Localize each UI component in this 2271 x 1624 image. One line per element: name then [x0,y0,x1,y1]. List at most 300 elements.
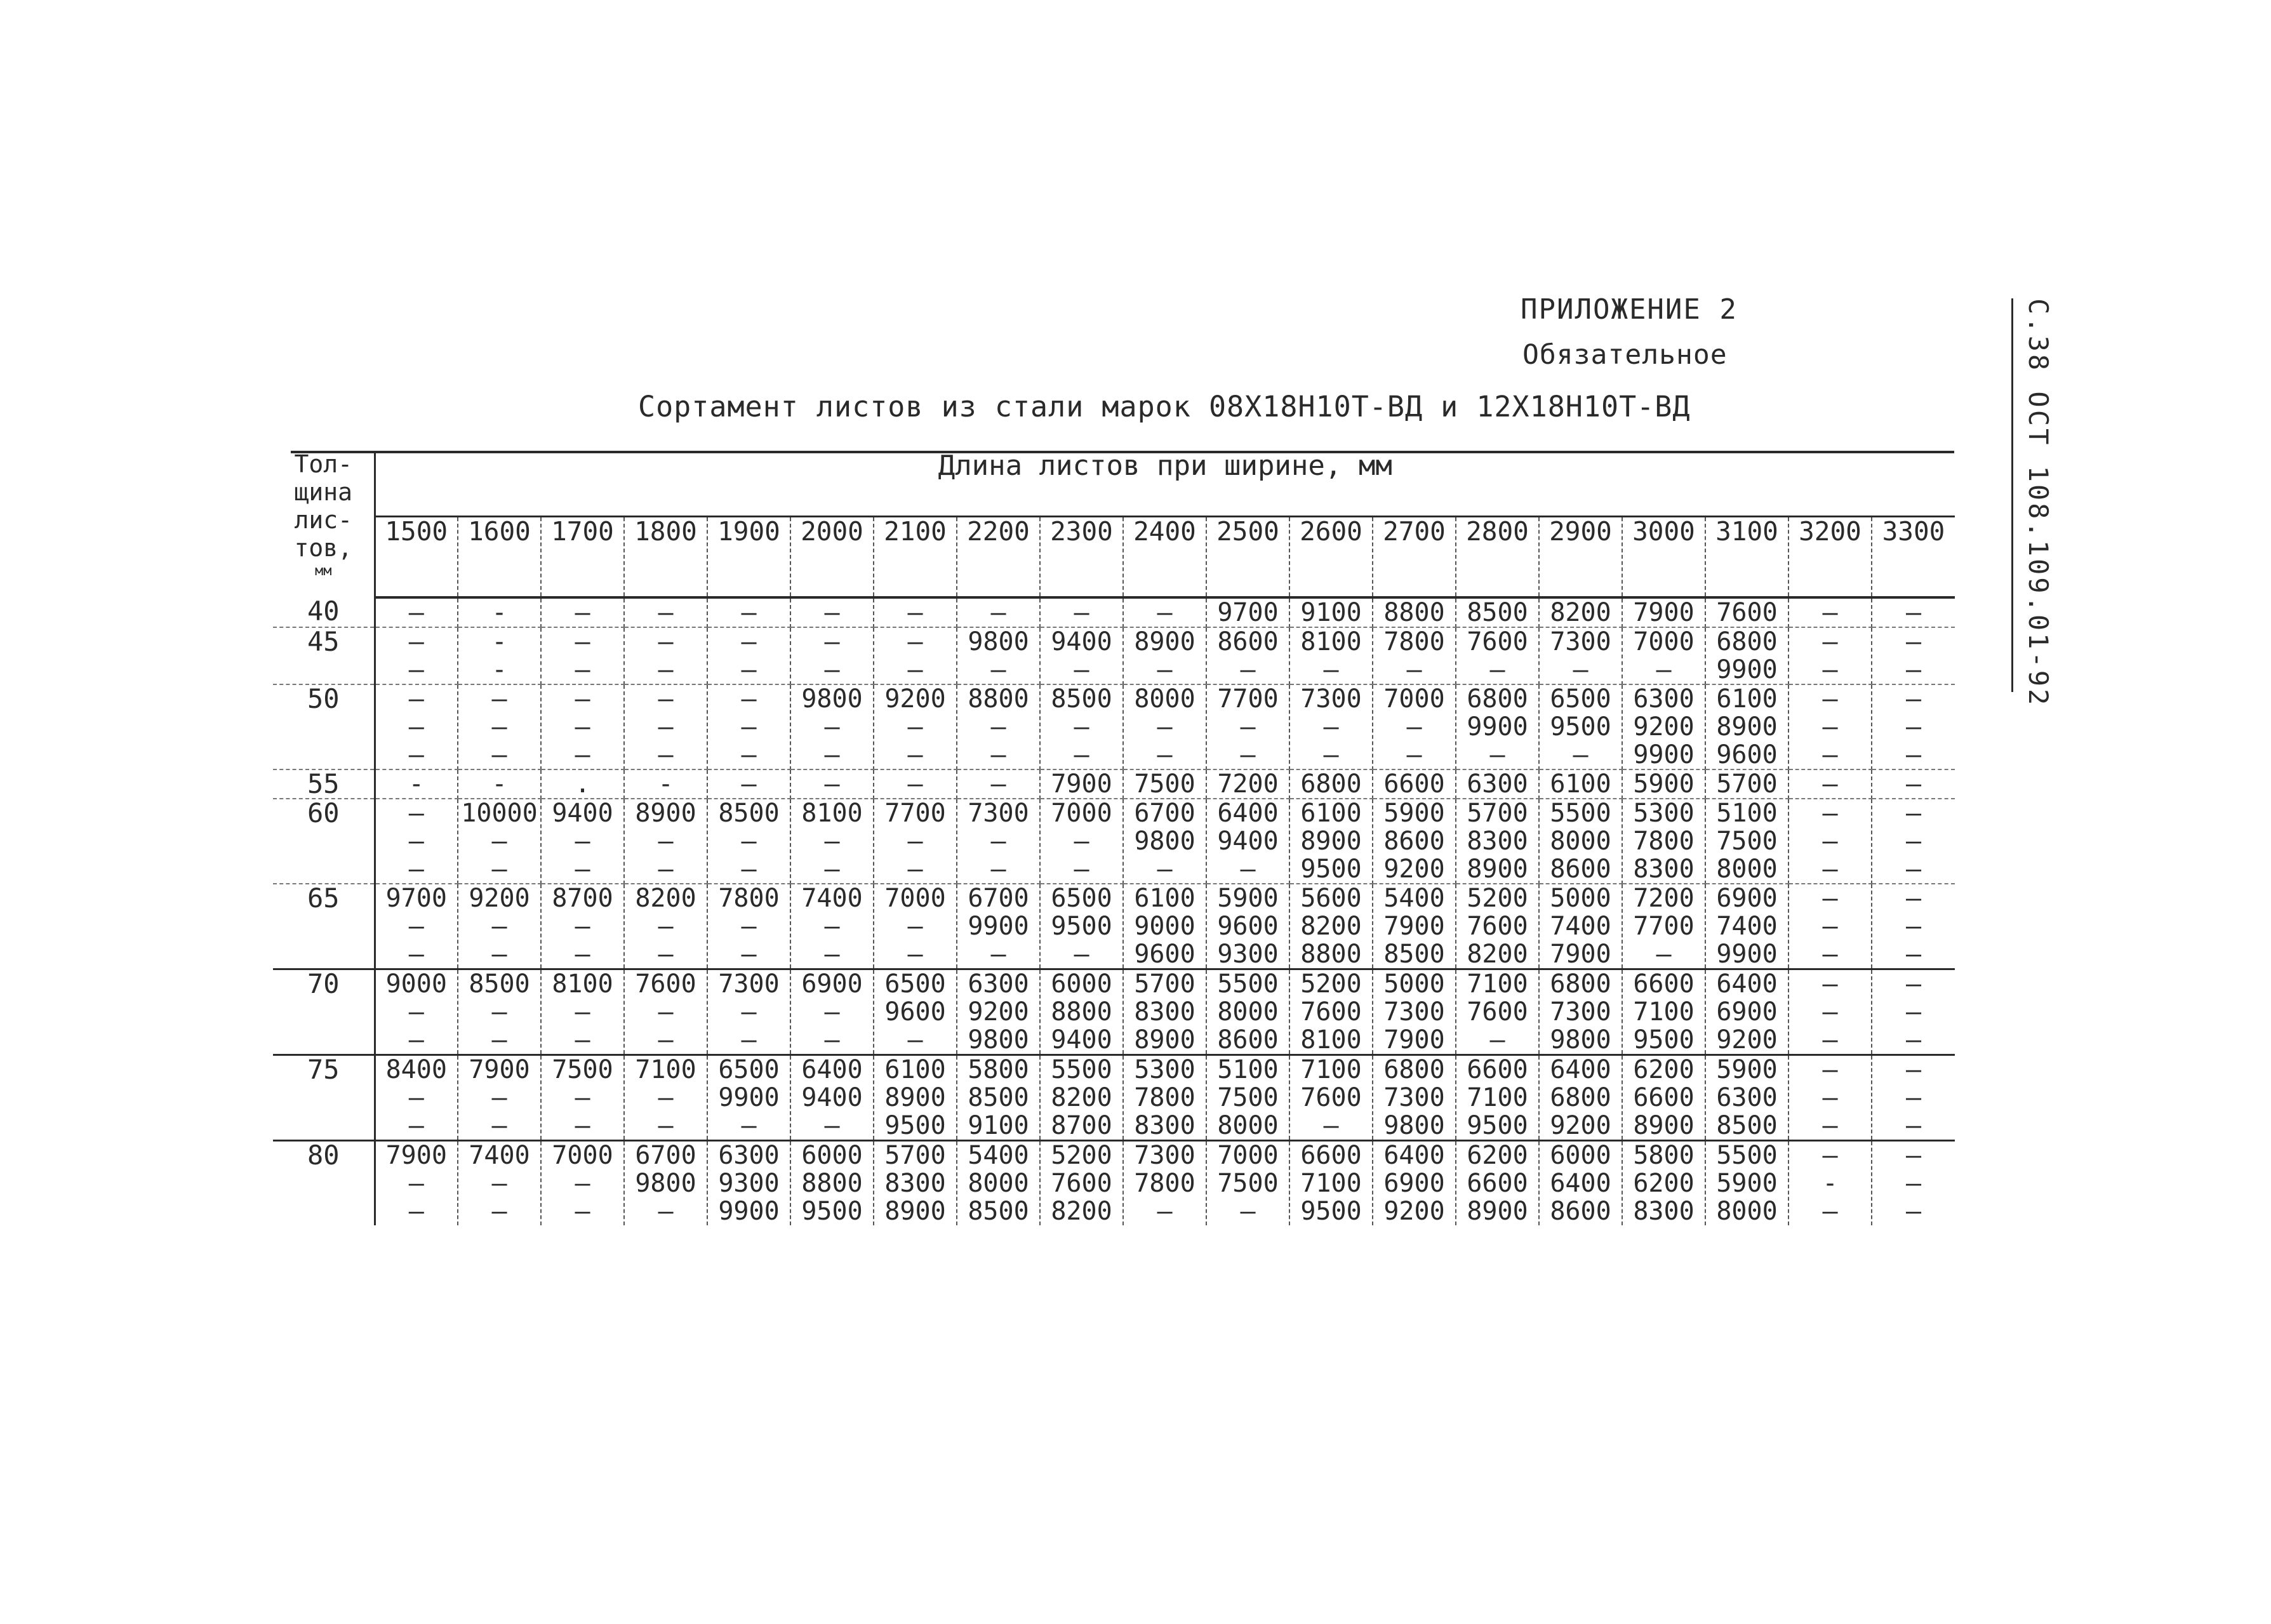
length-cell [1040,769,1123,799]
length-value: 9200 [1383,855,1445,884]
width-header-cell: 3000 [1622,517,1705,598]
length-value: 5500 [1716,1141,1778,1170]
length-value: — [824,769,840,799]
length-value: — [1822,997,1838,1027]
length-value: 9200 [1633,712,1695,742]
length-cell [1206,884,1289,969]
length-value: — [824,712,840,742]
length-value: 8300 [1633,855,1695,884]
length-cell [1289,1141,1373,1226]
length-value: 7500 [552,1055,613,1084]
length-value: 6600 [1300,1141,1362,1170]
length-value: 7800 [1383,627,1445,656]
length-value: — [1905,712,1922,742]
length-value: 7900 [1550,940,1611,969]
length-cell [957,799,1040,884]
width-header-cell: 1900 [707,517,790,598]
length-cell [1705,1055,1788,1141]
length-cell [1123,1141,1206,1226]
length-cell [541,769,624,799]
length-value: — [907,627,923,656]
length-value: 9900 [968,912,1029,941]
length-value: 5700 [884,1141,946,1170]
thickness-header-line: Тол- [294,452,352,478]
length-value: 5700 [1716,769,1778,799]
length-value: — [907,940,923,969]
length-cell [375,627,458,684]
length-value: — [575,627,590,656]
length-cell [1456,627,1539,684]
length-value: — [907,827,923,856]
length-value: 5800 [968,1055,1029,1084]
length-cell [1872,597,1955,627]
document-code: С.38 ОСТ 108.109.01-92 [2011,298,2054,692]
length-cell [707,597,790,627]
length-value: 9800 [801,684,863,714]
length-value: 9900 [718,1197,780,1225]
length-value: 7000 [884,884,946,913]
length-value: — [1905,912,1922,941]
length-value: 8900 [884,1197,946,1225]
length-value: 7600 [1300,997,1362,1027]
length-value: 9600 [1716,740,1778,769]
length-value: — [408,799,424,828]
length-value: 8500 [469,969,530,999]
length-value: 6400 [801,1055,863,1084]
length-cell [1705,799,1788,884]
length-value: 7000 [1383,684,1445,714]
length-value: 6400 [1383,1141,1445,1170]
thickness-cell: 70 [273,969,375,1055]
width-header-cell: 1500 [375,517,458,598]
length-value: — [1157,1197,1173,1225]
length-value: 5500 [1550,799,1611,828]
length-value: 9200 [1716,1025,1778,1055]
length-value: 7600 [1467,912,1528,941]
length-value: 7600 [1051,1169,1112,1198]
length-value: 8700 [552,884,613,913]
length-value: 9900 [1633,740,1695,769]
length-value: 8200 [635,884,696,913]
length-cell [1456,1141,1539,1226]
length-cell [1622,884,1705,969]
length-value: — [1240,655,1256,684]
length-value: 8300 [884,1169,946,1198]
length-value: — [575,1025,590,1055]
length-cell [1123,799,1206,884]
length-value: — [575,1169,590,1198]
length-value: — [1240,712,1256,742]
length-value: 9900 [1467,712,1528,742]
length-value: 9200 [968,997,1029,1027]
length-cell [1456,799,1539,884]
length-value: - [491,655,507,684]
length-cell [1373,627,1456,684]
length-value: 7600 [1467,997,1528,1027]
length-value: 9600 [884,997,946,1027]
length-value: — [1406,655,1422,684]
length-value: 5800 [1633,1141,1695,1170]
length-value: 7100 [1467,1083,1528,1112]
length-value: 9200 [1550,1111,1611,1140]
length-value: — [408,627,424,656]
length-value: — [575,855,590,884]
length-value: — [491,1083,507,1112]
length-value: 9600 [1134,940,1195,969]
length-cell [790,799,874,884]
length-value: 7900 [385,1141,447,1170]
length-value: 6500 [718,1055,780,1084]
length-cell [1373,684,1456,769]
length-value: — [990,655,1006,684]
length-cell [1622,684,1705,769]
length-cell [790,1055,874,1141]
length-value: — [1573,740,1588,769]
length-cell [874,1141,957,1226]
length-value: — [491,1197,507,1225]
length-cell [624,799,707,884]
length-value: 7300 [1550,627,1611,656]
length-value: — [408,997,424,1027]
length-cell [624,627,707,684]
length-cell [624,1141,707,1226]
length-cell [1456,884,1539,969]
length-value: 6400 [1217,799,1279,828]
length-value: — [907,740,923,769]
length-cell [1040,969,1123,1055]
length-value: — [741,684,757,714]
length-value: — [408,855,424,884]
length-value: 8200 [1051,1197,1112,1225]
length-cell [541,1055,624,1141]
length-cell [1539,684,1622,769]
thickness-cell: 55 [273,769,375,799]
length-value: 8200 [1467,940,1528,969]
length-cell [1872,684,1955,769]
length-value: 9900 [1716,940,1778,969]
length-value: — [1905,799,1922,828]
length-value: 5200 [1300,969,1362,999]
length-value: 7300 [968,799,1029,828]
length-value: 7700 [1633,912,1695,941]
length-cell [1373,1141,1456,1226]
length-value: 9800 [635,1169,696,1198]
length-value: — [1822,1083,1838,1112]
length-cell [1622,969,1705,1055]
length-value: — [1157,598,1173,627]
length-cell [1123,769,1206,799]
length-value: — [1905,855,1922,884]
length-value: — [408,912,424,941]
length-value: — [1074,855,1089,884]
length-value: 6200 [1633,1055,1695,1084]
length-value: — [907,1025,923,1055]
length-value: — [1822,712,1838,742]
length-value: — [1822,855,1838,884]
length-value: 7600 [1467,627,1528,656]
length-value: — [1822,1141,1838,1170]
length-cell [1705,684,1788,769]
length-value: — [408,684,424,714]
length-value: 9500 [1051,912,1112,941]
length-cell [1040,1141,1123,1226]
length-value: — [1822,884,1838,913]
length-value: — [1157,712,1173,742]
length-value: — [491,940,507,969]
length-value: 5700 [1134,969,1195,999]
length-cell [1373,1055,1456,1141]
length-cell [957,1141,1040,1226]
length-cell [1123,684,1206,769]
length-value: — [990,855,1006,884]
length-value: 5100 [1716,799,1778,828]
length-cell [957,684,1040,769]
length-value: 6300 [718,1141,780,1170]
length-cell [957,597,1040,627]
length-value: — [907,912,923,941]
length-value: 6000 [1051,969,1112,999]
length-value: 7500 [1134,769,1195,799]
length-value: 8000 [1134,684,1195,714]
length-value: — [1822,912,1838,941]
length-value: 8900 [1467,1197,1528,1225]
length-cell [1539,1141,1622,1226]
length-value: 7200 [1217,769,1279,799]
length-value: 10000 [461,799,538,828]
length-cell [541,799,624,884]
length-value: — [824,912,840,941]
length-value: — [741,655,757,684]
width-header-cell: 1700 [541,517,624,598]
length-value: — [1905,827,1922,856]
length-cell [458,684,541,769]
length-cell [375,969,458,1055]
length-value: — [741,740,757,769]
width-header-cell: 3300 [1872,517,1955,598]
length-value: — [1822,769,1838,799]
thickness-cell: 50 [273,684,375,769]
length-value: 8100 [801,799,863,828]
length-value: 9200 [469,884,530,913]
assortment-table [273,452,1955,1225]
length-cell [1622,597,1705,627]
width-header-cell: 3200 [1788,517,1872,598]
length-value: 6500 [1051,884,1112,913]
length-value: 6100 [1134,884,1195,913]
length-value: 8500 [1383,940,1445,969]
length-value: 7400 [469,1141,530,1170]
length-value: — [408,827,424,856]
length-value: 9000 [1134,912,1195,941]
length-value: — [1157,655,1173,684]
length-value: 8400 [385,1055,447,1084]
length-value: — [1905,627,1922,656]
length-value: 6100 [884,1055,946,1084]
length-value: 9100 [1300,598,1362,627]
length-cell [1456,1055,1539,1141]
length-value: 5600 [1300,884,1362,913]
length-value: — [824,655,840,684]
length-cell [1539,1055,1622,1141]
length-value: 8600 [1383,827,1445,856]
length-value: 9100 [968,1111,1029,1140]
length-value: 8100 [552,969,613,999]
width-header-cell: 1600 [458,517,541,598]
length-value: — [408,598,424,627]
thickness-header [273,452,375,597]
length-value: 7900 [1051,769,1112,799]
length-value: 5900 [1383,799,1445,828]
length-cell [1123,884,1206,969]
length-value: 6500 [884,969,946,999]
length-cell [957,769,1040,799]
length-value: 5100 [1217,1055,1279,1084]
length-cell [541,969,624,1055]
length-value: 8300 [1467,827,1528,856]
appendix-label: ПРИЛОЖЕНИЕ 2 [1521,293,1738,326]
length-value: — [575,997,590,1027]
length-value: 9500 [1467,1111,1528,1140]
length-value: — [1074,712,1089,742]
length-value: 8800 [1383,598,1445,627]
length-value: 6800 [1550,969,1611,999]
length-cell [1040,684,1123,769]
length-value: — [575,1197,590,1225]
width-header-cell: 2100 [874,517,957,598]
length-value: — [1822,1055,1838,1084]
length-value: 7300 [1383,1083,1445,1112]
length-value: 7200 [1633,884,1695,913]
length-cell [458,769,541,799]
length-cell [1289,1055,1373,1141]
length-cell [957,1055,1040,1141]
length-cell [1289,769,1373,799]
length-value: — [824,598,840,627]
length-value: — [1905,1111,1922,1140]
length-cell [874,884,957,969]
length-cell [1040,884,1123,969]
length-value: 7300 [718,969,780,999]
length-value: 5900 [1716,1169,1778,1198]
length-value: 8900 [884,1083,946,1112]
length-value: 7300 [1550,997,1611,1027]
length-cell [707,884,790,969]
width-header-cell: 2600 [1289,517,1373,598]
length-value: — [408,712,424,742]
length-at-width-header: Длина листов при ширине, мм [375,452,1955,517]
length-cell [541,1141,624,1226]
length-cell [874,627,957,684]
length-cell [375,799,458,884]
length-value: 6800 [1467,684,1528,714]
length-value: 9500 [801,1197,863,1225]
length-value: — [658,684,674,714]
length-value: — [658,827,674,856]
length-value: — [575,655,590,684]
length-value: — [1573,655,1588,684]
length-value: — [907,769,923,799]
length-value: — [824,940,840,969]
length-cell [1040,597,1123,627]
width-header-cell: 2500 [1206,517,1289,598]
length-cell [790,684,874,769]
length-value: 8000 [1217,997,1279,1027]
length-value: — [741,912,757,941]
length-value: — [1905,740,1922,769]
mandatory-label: Обязательное [1522,339,1728,371]
length-value: 6200 [1633,1169,1695,1198]
length-value: 7900 [1383,1025,1445,1055]
length-value: — [658,1083,674,1112]
length-value: 8700 [1051,1111,1112,1140]
length-value: 5000 [1550,884,1611,913]
length-value: 7100 [1300,1169,1362,1198]
length-value: 5400 [1383,884,1445,913]
length-value: — [658,940,674,969]
length-value: 6800 [1300,769,1362,799]
length-value: 7300 [1300,684,1362,714]
table-row [273,627,1955,684]
length-cell [1539,799,1622,884]
length-cell [375,684,458,769]
length-value: 8200 [1051,1083,1112,1112]
length-cell [1456,597,1539,627]
length-cell [1289,684,1373,769]
thickness-unit: мм [315,563,332,579]
length-value: 6500 [1550,684,1611,714]
length-cell [1788,884,1872,969]
length-value: 6000 [801,1141,863,1170]
length-value: — [658,598,674,627]
length-value: — [1822,740,1838,769]
length-value: — [1489,740,1505,769]
length-value: — [575,740,590,769]
length-value: — [1323,1111,1339,1140]
length-value: 6300 [1716,1083,1778,1112]
length-cell [1872,627,1955,684]
length-value: 9500 [1300,855,1362,884]
length-cell [458,799,541,884]
length-value: 8000 [1217,1111,1279,1140]
table-row [273,884,1955,969]
length-value: 7400 [1716,912,1778,941]
length-value: 8300 [1134,997,1195,1027]
length-value: 8900 [1467,855,1528,884]
length-cell [790,1141,874,1226]
length-value: 6800 [1550,1083,1611,1112]
length-cell [624,597,707,627]
length-cell [1289,597,1373,627]
length-value: — [1240,740,1256,769]
length-value: — [491,855,507,884]
length-value: — [575,712,590,742]
length-value: 8600 [1550,1197,1611,1225]
length-cell [957,627,1040,684]
length-value: 8500 [718,799,780,828]
length-value: — [990,827,1006,856]
length-cell [458,884,541,969]
length-value: 9300 [718,1169,780,1198]
length-value: 5000 [1383,969,1445,999]
length-value: 7000 [1217,1141,1279,1170]
thickness-header-line: щина [294,478,352,506]
length-value: — [1822,627,1838,656]
length-value: 8500 [1467,598,1528,627]
length-cell [874,969,957,1055]
length-value: — [1905,969,1922,999]
length-cell [458,627,541,684]
length-value: - [1822,1169,1838,1198]
